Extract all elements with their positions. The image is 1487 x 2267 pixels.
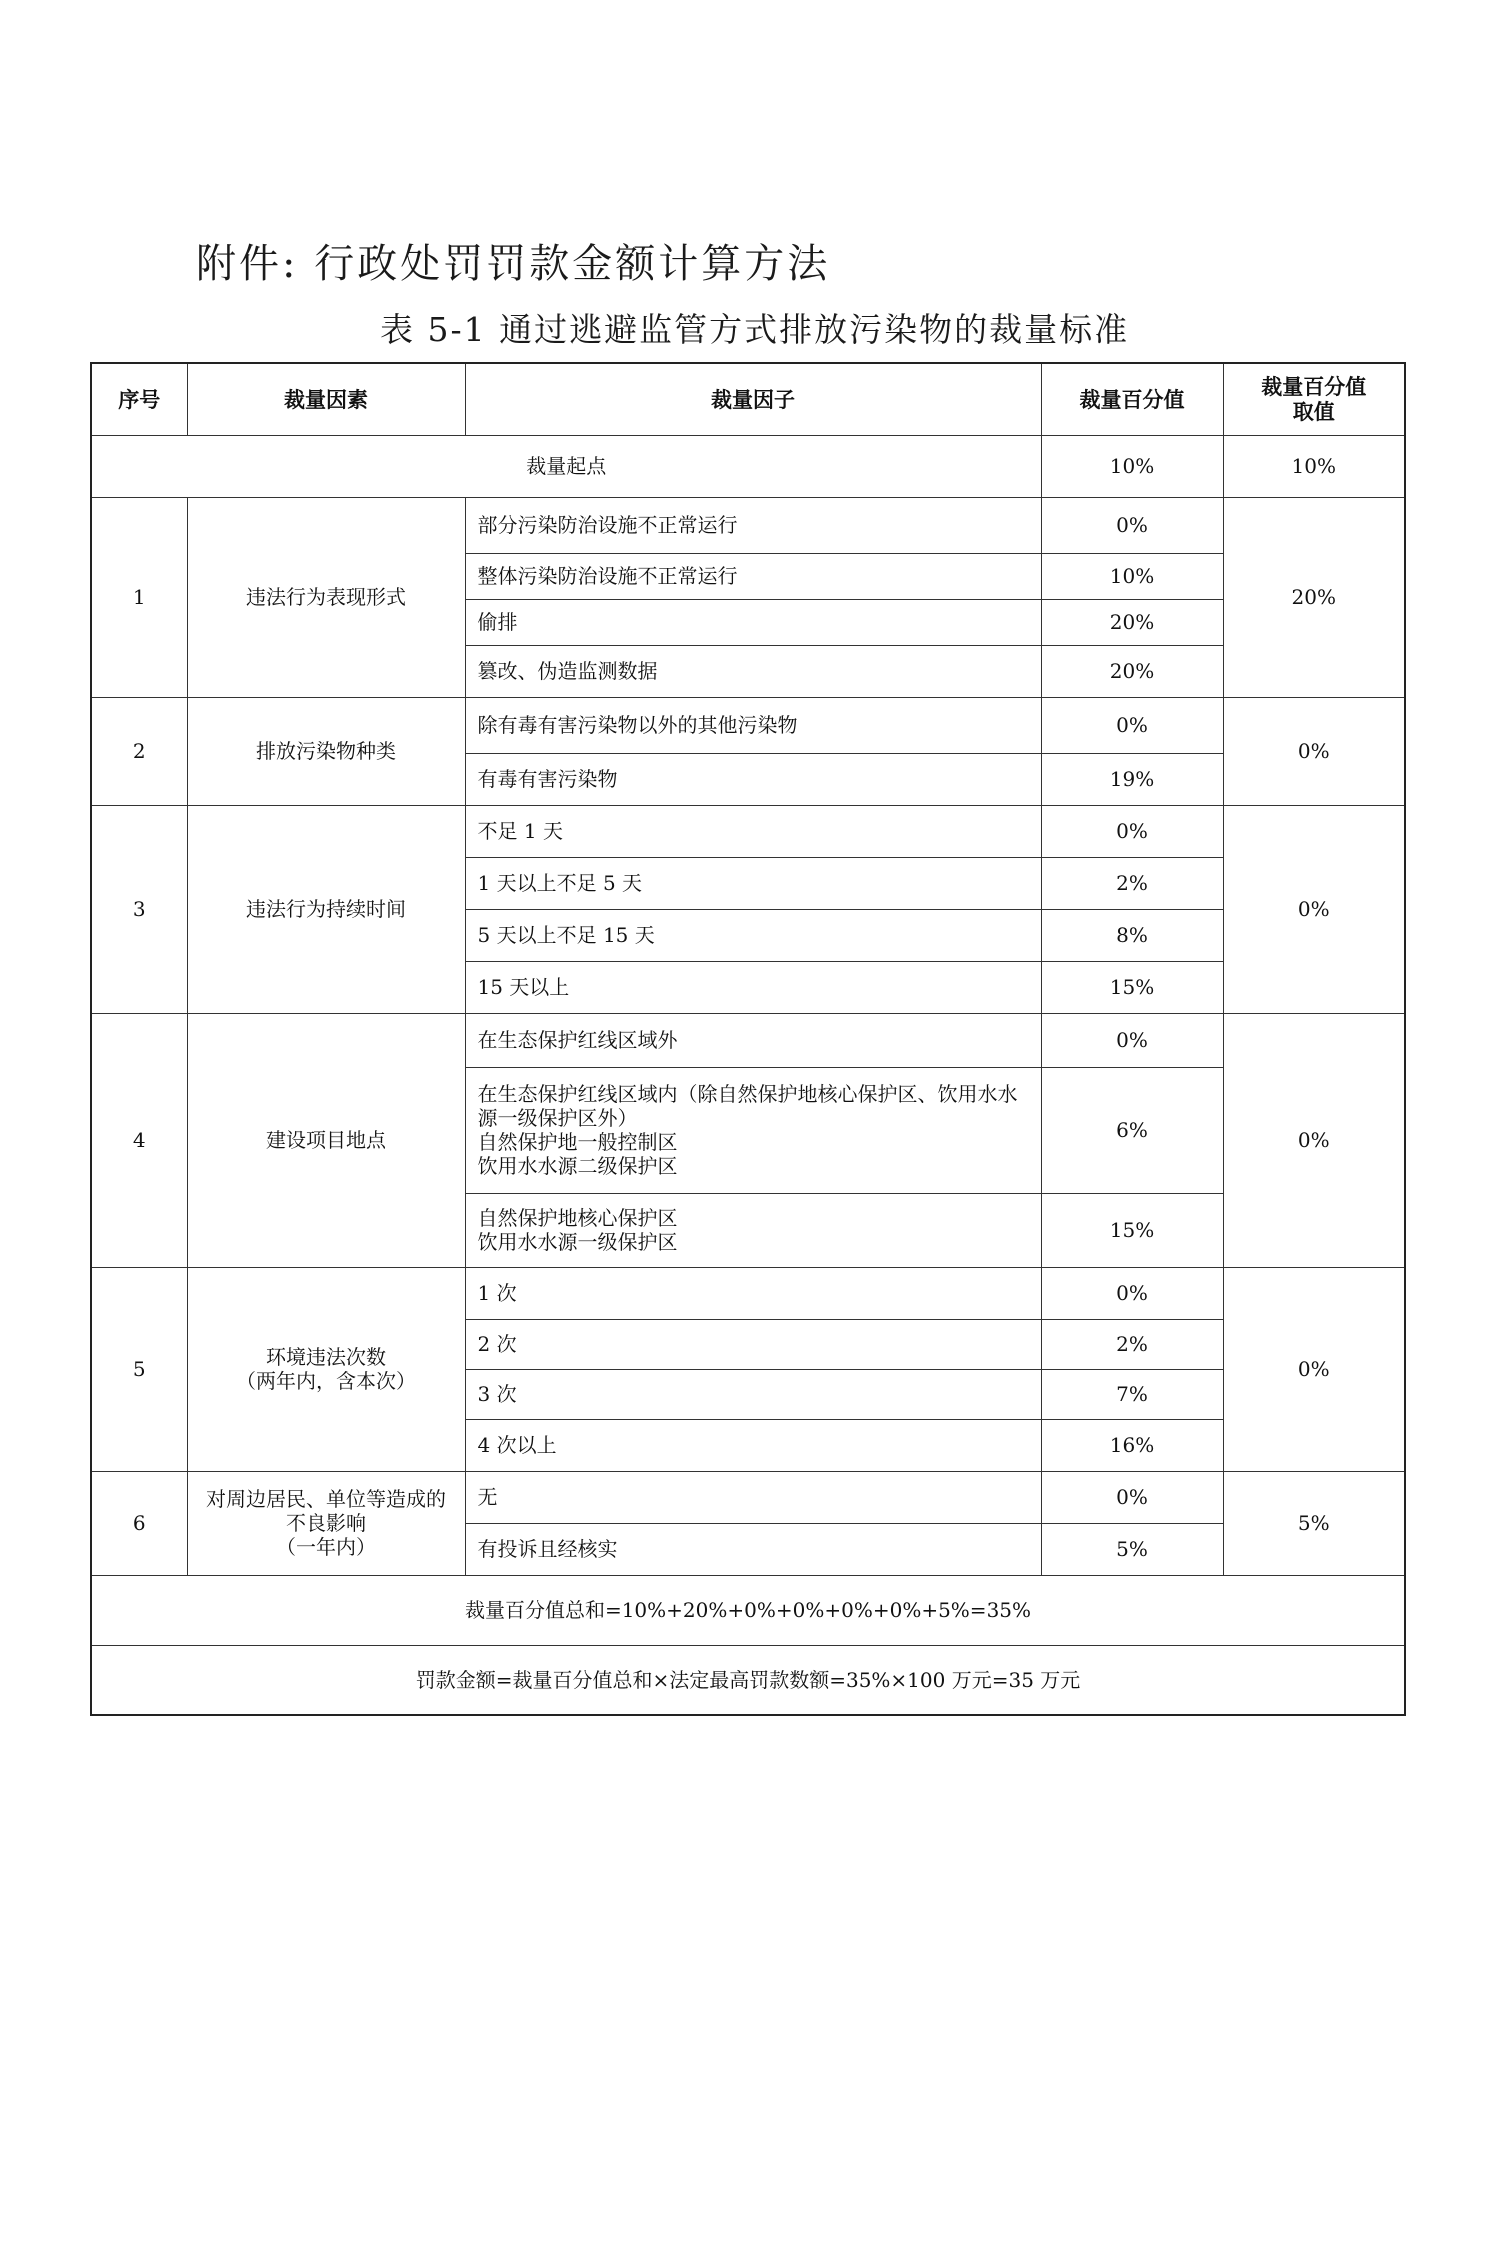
start-row <box>91 435 1405 497</box>
start-value: 10% <box>1223 435 1405 497</box>
percent-cell: 0% <box>1041 1013 1223 1067</box>
seq-cell: 5 <box>91 1267 187 1471</box>
percent-cell: 6% <box>1041 1067 1223 1193</box>
summary-sum-row <box>91 1575 1405 1645</box>
value-cell: 20% <box>1223 497 1405 697</box>
table-row <box>91 1471 1405 1523</box>
discretion-table <box>90 362 1406 1716</box>
factor-cell: 环境违法次数 （两年内，含本次） <box>187 1267 465 1471</box>
factor-cell: 排放污染物种类 <box>187 697 465 805</box>
sub-factor-cell: 3 次 <box>465 1369 1041 1419</box>
sub-factor-cell: 在生态保护红线区域外 <box>465 1013 1041 1067</box>
summary-sum: 裁量百分值总和=10%+20%+0%+0%+0%+0%+5%=35% <box>91 1575 1405 1645</box>
sub-factor-cell: 自然保护地核心保护区 饮用水水源一级保护区 <box>465 1193 1041 1267</box>
table-row <box>91 1267 1405 1319</box>
attachment-title: 附件: 行政处罚罚款金额计算方法 <box>196 241 831 287</box>
table-row <box>91 697 1405 753</box>
percent-cell: 15% <box>1041 1193 1223 1267</box>
seq-cell: 1 <box>91 497 187 697</box>
table-row <box>91 497 1405 553</box>
factor-cell: 建设项目地点 <box>187 1013 465 1267</box>
start-percent: 10% <box>1041 435 1223 497</box>
percent-cell: 16% <box>1041 1419 1223 1471</box>
header-percent: 裁量百分值 <box>1041 363 1223 435</box>
header-row <box>91 363 1405 435</box>
value-cell: 0% <box>1223 805 1405 1013</box>
header-value: 裁量百分值取值 <box>1223 363 1405 435</box>
seq-cell: 4 <box>91 1013 187 1267</box>
percent-cell: 0% <box>1041 697 1223 753</box>
sub-factor-cell: 1 次 <box>465 1267 1041 1319</box>
start-label: 裁量起点 <box>91 435 1041 497</box>
percent-cell: 2% <box>1041 1319 1223 1369</box>
header-factor: 裁量因素 <box>187 363 465 435</box>
value-cell: 0% <box>1223 1267 1405 1471</box>
sub-factor-cell: 有投诉且经核实 <box>465 1523 1041 1575</box>
percent-cell: 7% <box>1041 1369 1223 1419</box>
table-row <box>91 805 1405 857</box>
value-cell: 5% <box>1223 1471 1405 1575</box>
percent-cell: 2% <box>1041 857 1223 909</box>
percent-cell: 0% <box>1041 1267 1223 1319</box>
factor-cell: 违法行为持续时间 <box>187 805 465 1013</box>
sub-factor-cell: 除有毒有害污染物以外的其他污染物 <box>465 697 1041 753</box>
table-row <box>91 1013 1405 1067</box>
percent-cell: 5% <box>1041 1523 1223 1575</box>
value-cell: 0% <box>1223 1013 1405 1267</box>
sub-factor-cell: 在生态保护红线区域内（除自然保护地核心保护区、饮用水水源一级保护区外） 自然保护地一般控制区 饮用水水源二级保护区 <box>465 1067 1041 1193</box>
seq-cell: 6 <box>91 1471 187 1575</box>
sub-factor-cell: 整体污染防治设施不正常运行 <box>465 553 1041 599</box>
sub-factor-cell: 2 次 <box>465 1319 1041 1369</box>
percent-cell: 0% <box>1041 805 1223 857</box>
sub-factor-cell: 偷排 <box>465 599 1041 645</box>
header-seq: 序号 <box>91 363 187 435</box>
percent-cell: 20% <box>1041 645 1223 697</box>
sub-factor-cell: 篡改、伪造监测数据 <box>465 645 1041 697</box>
percent-cell: 15% <box>1041 961 1223 1013</box>
value-cell: 0% <box>1223 697 1405 805</box>
percent-cell: 0% <box>1041 497 1223 553</box>
table-caption: 表 5-1 通过逃避监管方式排放污染物的裁量标准 <box>380 310 1130 349</box>
sub-factor-cell: 部分污染防治设施不正常运行 <box>465 497 1041 553</box>
percent-cell: 10% <box>1041 553 1223 599</box>
percent-cell: 20% <box>1041 599 1223 645</box>
summary-fine: 罚款金额=裁量百分值总和×法定最高罚款数额=35%×100 万元=35 万元 <box>91 1645 1405 1715</box>
sub-factor-cell: 不足 1 天 <box>465 805 1041 857</box>
seq-cell: 2 <box>91 697 187 805</box>
percent-cell: 8% <box>1041 909 1223 961</box>
percent-cell: 0% <box>1041 1471 1223 1523</box>
sub-factor-cell: 1 天以上不足 5 天 <box>465 857 1041 909</box>
sub-factor-cell: 有毒有害污染物 <box>465 753 1041 805</box>
seq-cell: 3 <box>91 805 187 1013</box>
sub-factor-cell: 15 天以上 <box>465 961 1041 1013</box>
header-sub-factor: 裁量因子 <box>465 363 1041 435</box>
sub-factor-cell: 4 次以上 <box>465 1419 1041 1471</box>
sub-factor-cell: 5 天以上不足 15 天 <box>465 909 1041 961</box>
summary-fine-row <box>91 1645 1405 1715</box>
factor-cell: 违法行为表现形式 <box>187 497 465 697</box>
percent-cell: 19% <box>1041 753 1223 805</box>
factor-cell: 对周边居民、单位等造成的不良影响 （一年内） <box>187 1471 465 1575</box>
sub-factor-cell: 无 <box>465 1471 1041 1523</box>
